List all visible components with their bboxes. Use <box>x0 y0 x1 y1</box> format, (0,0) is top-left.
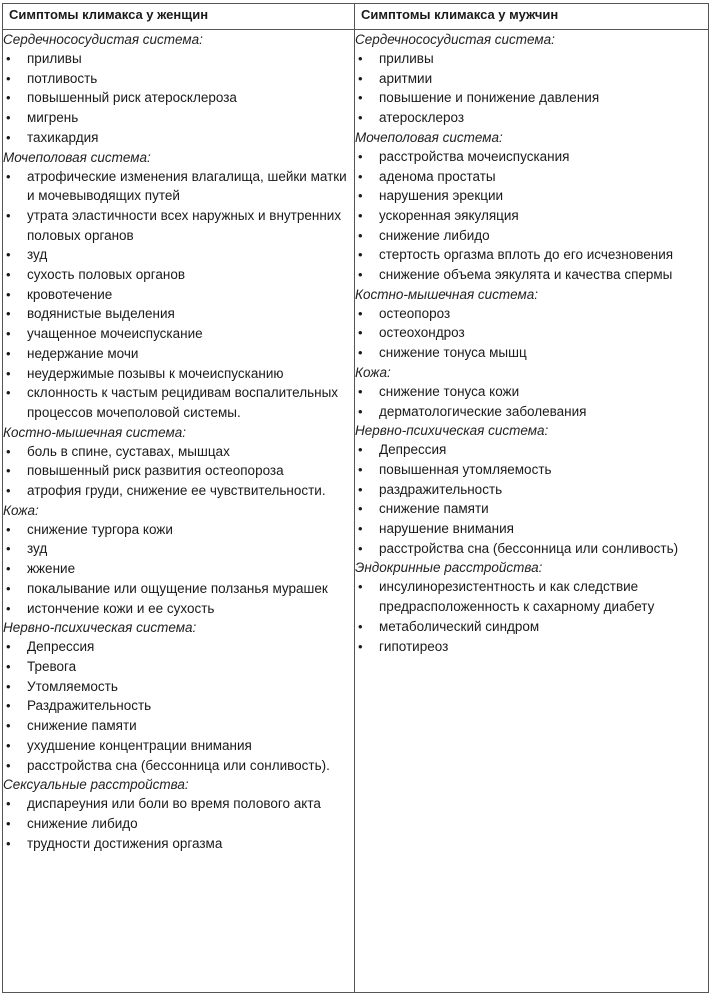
symptom-list <box>3 442 354 501</box>
symptom-item: • кровотечение <box>27 285 354 305</box>
symptom-item: • атеросклероз <box>379 108 708 128</box>
symptom-list <box>355 577 708 656</box>
symptom-item: • мигрень <box>27 108 354 128</box>
category-title: Кожа: <box>355 364 391 380</box>
category-title: Нервно-психическая система: <box>355 423 549 439</box>
symptom-item: • повышенный риск атеросклероза <box>27 88 354 108</box>
symptom-item: • боль в спине, суставах, мышцах <box>27 442 354 462</box>
symptom-item: • ускоренная эякуляция <box>379 206 708 226</box>
symptom-item: • зуд <box>27 245 354 265</box>
symptom-item: • метаболический синдром <box>379 617 708 637</box>
symptom-item: • утрата эластичности всех наружных и внутренних половых органов <box>27 206 354 245</box>
symptom-item: • водянистые выделения <box>27 304 354 324</box>
symptom-item: • нарушение внимания <box>379 519 708 539</box>
women-column-header: Симптомы климакса у женщин <box>3 4 355 30</box>
symptom-item: • истончение кожи и ее сухость <box>27 599 354 619</box>
symptom-item: • снижение тургора кожи <box>27 520 354 540</box>
symptom-item: • расстройства мочеиспускания <box>379 147 708 167</box>
symptom-item: • атрофические изменения влагалища, шейки матки и мочевыводящих путей <box>27 167 354 206</box>
symptom-item: • расстройства сна (бессонница или сонливость). <box>27 756 354 776</box>
symptom-list <box>3 167 354 423</box>
category-title: Мочеполовая система: <box>355 129 503 145</box>
symptom-item: • недержание мочи <box>27 344 354 364</box>
symptom-item: • гипотиреоз <box>379 637 708 657</box>
symptom-item: • покалывание или ощущение ползанья мурашек <box>27 579 354 599</box>
symptom-item: • трудности достижения оргазма <box>27 834 354 854</box>
symptom-item: • снижение либидо <box>27 814 354 834</box>
men-symptoms-cell <box>355 30 709 993</box>
symptom-item: • раздражительность <box>379 480 708 500</box>
symptom-item: • нарушения эрекции <box>379 186 708 206</box>
symptom-item: • Утомляемость <box>27 677 354 697</box>
symptom-item: • остеопороз <box>379 304 708 324</box>
symptom-item: • приливы <box>27 49 354 69</box>
symptom-item: • расстройства сна (бессонница или сонливость) <box>379 539 708 559</box>
symptom-item: • повышение и понижение давления <box>379 88 708 108</box>
category-title: Сердечнососудистая система: <box>355 32 555 47</box>
symptom-list <box>355 147 708 285</box>
category-title: Эндокринные расстройства: <box>355 560 543 576</box>
symptom-item: • стертость оргазма вплоть до его исчезновения <box>379 245 708 265</box>
symptom-item: • снижение либидо <box>379 226 708 246</box>
symptom-item: • Тревога <box>27 657 354 677</box>
symptom-item: • тахикардия <box>27 128 354 148</box>
category-title: Мочеполовая система: <box>3 149 151 165</box>
symptom-item: • учащенное мочеиспускание <box>27 324 354 344</box>
symptom-item: • снижение памяти <box>379 499 708 519</box>
symptom-item: • ухудшение концентрации внимания <box>27 736 354 756</box>
symptom-list <box>355 382 708 421</box>
symptom-item: • повышенный риск развития остеопороза <box>27 461 354 481</box>
symptom-item: • сухость половых органов <box>27 265 354 285</box>
women-symptoms-cell <box>3 30 355 993</box>
header-row <box>3 4 709 30</box>
symptom-item: • снижение объема эякулята и качества спермы <box>379 265 708 285</box>
symptom-item: • повышенная утомляемость <box>379 460 708 480</box>
symptom-item: • остеохондроз <box>379 323 708 343</box>
symptom-item: • жжение <box>27 559 354 579</box>
category-title: Кожа: <box>3 502 39 518</box>
symptom-item: • Депрессия <box>379 440 708 460</box>
symptom-list <box>355 304 708 363</box>
body-row <box>3 30 709 993</box>
symptom-item: • аденома простаты <box>379 167 708 187</box>
symptom-item: • дерматологические заболевания <box>379 402 708 422</box>
category-title: Костно-мышечная система: <box>3 424 187 440</box>
symptom-item: • приливы <box>379 49 708 69</box>
category-title: Сексуальные расстройства: <box>3 777 189 793</box>
symptom-item: • снижение тонуса мышц <box>379 343 708 363</box>
symptom-item: • Раздражительность <box>27 696 354 716</box>
symptom-item: • снижение памяти <box>27 716 354 736</box>
symptom-item: • аритмии <box>379 69 708 89</box>
symptom-item: • атрофия груди, снижение ее чувствительности. <box>27 481 354 501</box>
symptom-item: • неудержимые позывы к мочеиспусканию <box>27 364 354 384</box>
symptom-item: • зуд <box>27 539 354 559</box>
symptoms-table <box>2 3 709 993</box>
symptom-list <box>355 49 708 128</box>
men-column-header: Симптомы климакса у мужчин <box>355 4 709 30</box>
symptom-list <box>355 440 708 558</box>
category-title: Костно-мышечная система: <box>355 286 539 302</box>
symptom-item: • Депрессия <box>27 637 354 657</box>
symptom-item: • снижение тонуса кожи <box>379 382 708 402</box>
symptom-item: • диспареуния или боли во время полового акта <box>27 794 354 814</box>
symptom-list <box>3 794 354 853</box>
symptom-list <box>3 637 354 775</box>
symptom-item: • инсулинорезистентность и как следствие предрасположенность к сахарному диабету <box>379 577 708 616</box>
symptom-list <box>3 49 354 148</box>
category-title: Нервно-психическая система: <box>3 620 197 636</box>
symptom-list <box>3 520 354 619</box>
symptom-item: • склонность к частым рецидивам воспалительных процессов мочеполовой системы. <box>27 383 354 422</box>
symptom-item: • потливость <box>27 69 354 89</box>
category-title: Сердечнососудистая система: <box>3 32 203 47</box>
